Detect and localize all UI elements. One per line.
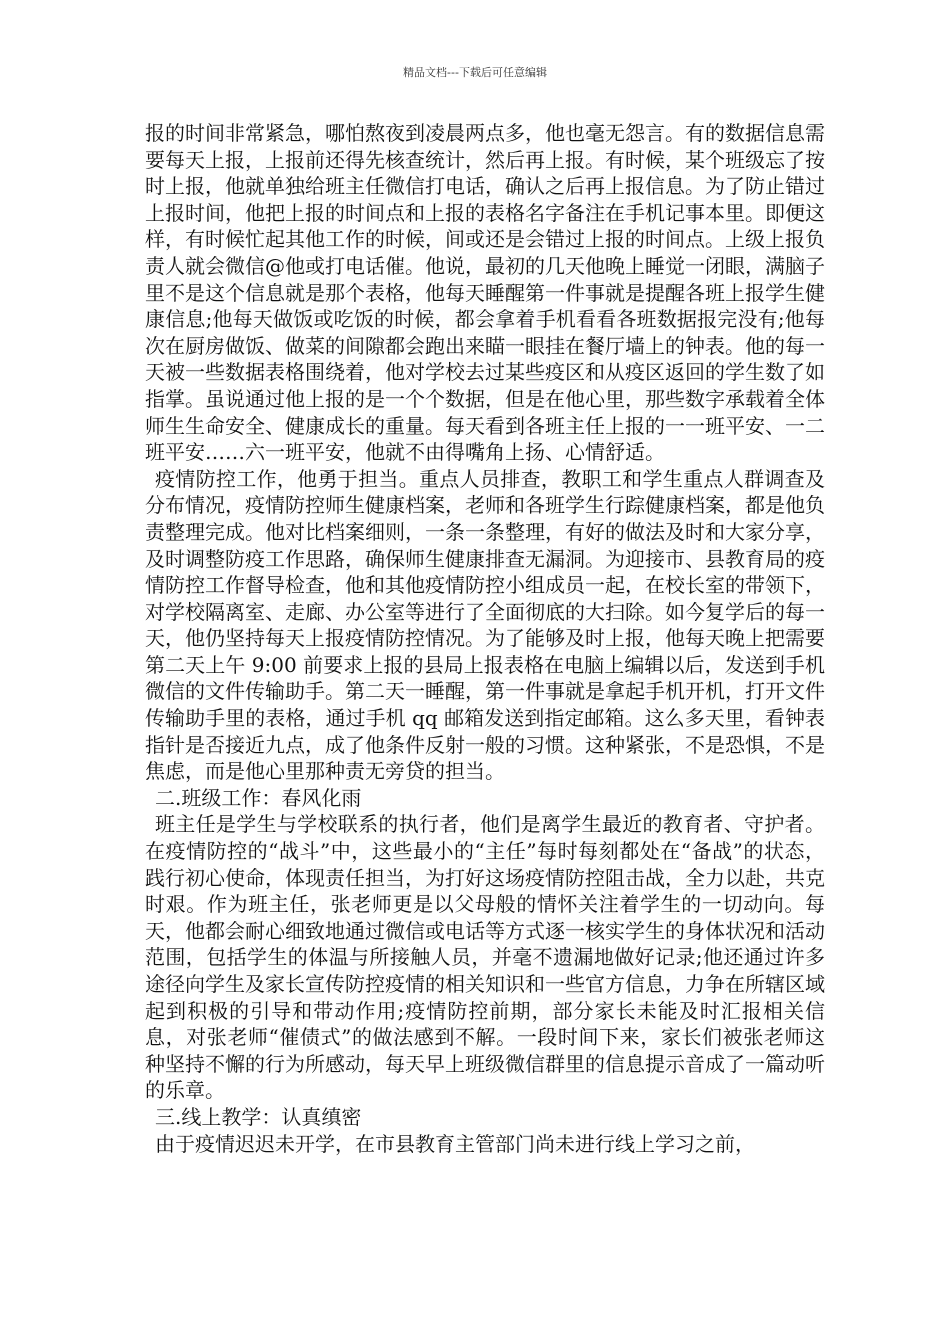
section-heading-class-work: 二.班级工作：春风化雨 <box>155 785 362 810</box>
paragraph-online-teaching: 由于疫情迟迟未开学，在市县教育主管部门尚未进行线上学习之前， <box>155 1131 755 1156</box>
section-heading-online-teaching: 三.线上教学：认真缜密 <box>155 1104 362 1129</box>
document-body <box>145 120 825 1157</box>
page-header: 精品文档---下载后可任意编辑 <box>403 66 547 79</box>
paragraph-data-reporting: 报的时间非常紧急，哪怕熬夜到凌晨两点多，他也毫无怨言。有的数据信息需要每天上报，上报前还得先核查统计，然后再上报。有时候，某个班级忘了按时上报，他就单独给班主任微信打电话，确认之后再上报信息。为了防止错过上报时间，他把上报的时间点和上报的表格名字备注在手机记事本里。即便这样，有时候忙起其他工作的时候，间或还是会错过上报的时间点。上级上报负责人就会微信@他或打电话催。他说，最初的几天他晚上睡觉一闭眼，满脑子里不是这个信息就是那个表格，他每天睡醒第一件事就是提醒各班上报学生健康信息;他每天做饭或吃饭的时候，都会拿着手机看看各班数据报完没有;他每次在厨房做饭、做菜的间隙都会跑出来瞄一眼挂在餐厅墙上的钟表。他的每一天被一些数据表格围绕着，他对学校去过某些疫区和从疫区返回的学生数了如指掌。虽说通过他上报的是一个个数据，但是在他心里，那些数字承载着全体师生生命安全、健康成长的重量。每天看到各班主任上报的一一班平安、一二班平安……六一班平安，他就不由得嘴角上扬、心情舒适。 <box>145 121 825 465</box>
paragraph-head-teacher: 班主任是学生与学校联系的执行者，他们是离学生最近的教育者、守护者。在疫情防控的“战斗”中，这些最小的“主任”每时每刻都处在“备战”的状态，践行初心使命，体现责任担当，为打好这场疫情防控阻击战，全力以赴，共克时艰。作为班主任，张老师更是以父母般的情怀关注着学生的一切动向。每天，他都会耐心细致地通过微信或电话等方式逐一核实学生的身体状况和活动范围，包括学生的体温与所接触人员，并毫不遗漏地做好记录;他还通过许多途径向学生及家长宣传防控疫情的相关知识和一些官方信息，力争在所辖区域起到积极的引导和带动作用;疫情防控前期，部分家长未能及时汇报相关信息，对张老师“催债式”的做法感到不解。一段时间下来，家长们被张老师这种坚持不懈的行为所感动，每天早上班级微信群里的信息提示音成了一篇动听的乐章。 <box>145 812 825 1103</box>
paragraph-epidemic-control: 疫情防控工作，他勇于担当。重点人员排查，教职工和学生重点人群调查及分布情况，疫情防控师生健康档案，老师和各班学生行踪健康档案，都是他负责整理完成。他对比档案细则，一条一条整理，有好的做法及时和大家分享，及时调整防疫工作思路，确保师生健康排查无漏洞。为迎接市、县教育局的疫情防控工作督导检查，他和其他疫情防控小组成员一起，在校长室的带领下，对学校隔离室、走廊、办公室等进行了全面彻底的大扫除。如今复学后的每一天，他仍坚持每天上报疫情防控情况。为了能够及时上报，他每天晚上把需要第二天上午 9:00 前要求上报的县局上报表格在电脑上编辑以后，发送到手机微信的文件传输助手。第二天一睡醒，第一件事就是拿起手机开机，打开文件传输助手里的表格，通过手机 qq 邮箱发送到指定邮箱。这么多天里，看钟表指针是否接近九点，成了他条件反射一般的习惯。这种紧张，不是恐惧，不是焦虑，而是他心里那种责无旁贷的担当。 <box>145 466 825 784</box>
